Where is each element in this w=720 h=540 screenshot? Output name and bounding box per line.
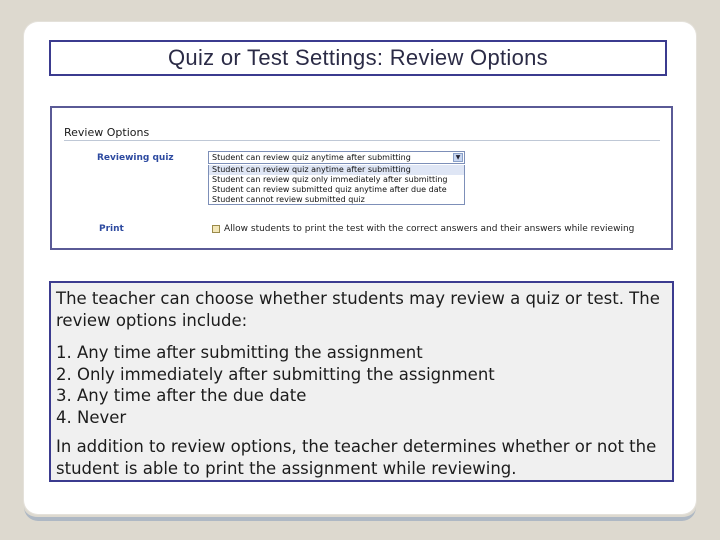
chevron-down-icon[interactable]: ▼	[453, 153, 463, 162]
slide-title: Quiz or Test Settings: Review Options	[168, 45, 548, 70]
slide-bottom-edge	[24, 507, 696, 521]
explanation-box	[49, 281, 674, 482]
reviewing-quiz-dropdown	[208, 165, 465, 205]
print-checkbox-label: Allow students to print the test with the correct answers and their answers while reviewing	[224, 224, 635, 234]
select-value: Student can review quiz anytime after submitting	[212, 153, 411, 162]
dropdown-option[interactable]: Student cannot review submitted quiz	[212, 195, 365, 204]
list-item: 4. Never	[56, 407, 127, 427]
dropdown-option[interactable]: Student can review submitted quiz anytime after due date	[212, 185, 447, 194]
review-options-heading: Review Options	[64, 126, 150, 139]
print-checkbox[interactable]	[212, 225, 220, 233]
heading-divider	[64, 140, 660, 141]
list-item: 3. Any time after the due date	[56, 386, 307, 405]
list-item: 2. Only immediately after submitting the assignment	[56, 364, 495, 384]
list-item: 1. Any time after submitting the assignment	[56, 343, 423, 362]
dropdown-option[interactable]: Student can review quiz anytime after submitting	[209, 165, 464, 175]
review-options-screenshot	[50, 106, 673, 250]
reviewing-quiz-select[interactable]	[208, 151, 465, 164]
reviewing-quiz-label: Reviewing quiz	[97, 153, 174, 163]
dropdown-option[interactable]: Student can review quiz only immediately after submitting	[212, 175, 448, 184]
print-label: Print	[99, 224, 124, 234]
closing-paragraph: In addition to review options, the teacher determines whether or not the student is able to print the assignment while reviewing.	[56, 437, 657, 478]
slide-title-box	[49, 40, 667, 76]
review-options-list	[56, 342, 495, 428]
intro-paragraph: The teacher can choose whether students may review a quiz or test. The review options include:	[56, 289, 660, 330]
